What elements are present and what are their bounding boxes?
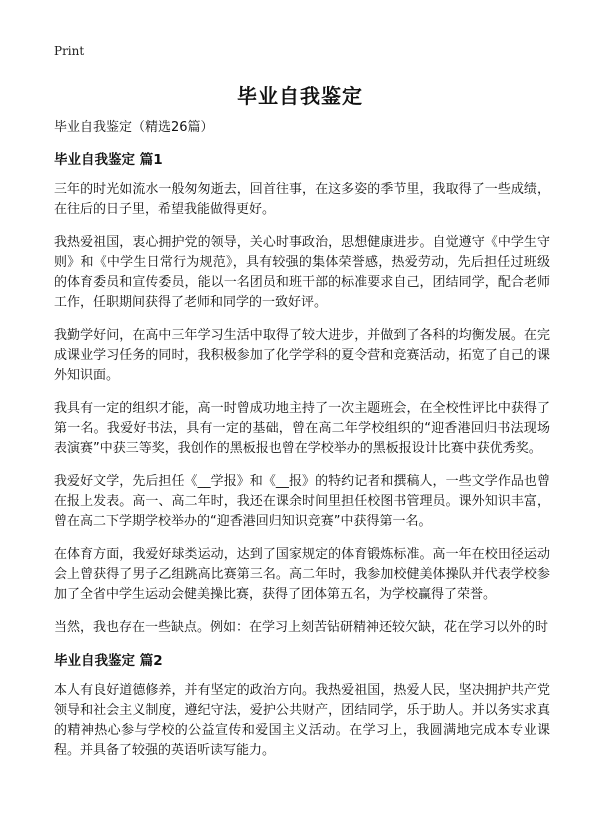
paragraph: 三年的时光如流水一般匆匆逝去，回首往事，在这多姿的季节里，我取得了一些成绩，在往后的日子里，希望我能做得更好。 <box>54 182 550 217</box>
paragraph: 我勤学好问，在高中三年学习生活中取得了较大进步，并做到了各科的均衡发展。在完成课业学习任务的同时，我积极参加了化学学科的夏令营和竞赛活动，拓宽了自己的课外知识面。 <box>54 328 550 383</box>
document-subtitle: 毕业自我鉴定（精选26篇） <box>54 120 214 135</box>
paragraph: 我具有一定的组织才能，高一时曾成功地主持了一次主题班会，在全校性评比中获得了第一名。我爱好书法，具有一定的基础，曾在高二年学校组织的“迎香港回归书法现场表演赛”中获三等奖，我创作的黑板报也曾在学校举办的黑板报设计比赛中获优秀奖。 <box>54 401 550 456</box>
paragraph: 我热爱祖国，衷心拥护党的领导，关心时事政治，思想健康进步。自觉遵守《中学生守则》和《中学生日常行为规范》，具有较强的集体荣誉感，热爱劳动，先后担任过班级的体育委员和宣传委员，能以一名团员和班干部的标准要求自己，团结同学，配合老师工作，任职期间获得了老师和同学的一致好评。 <box>54 235 550 310</box>
paragraph: 本人有良好道德修养，并有坚定的政治方向。我热爱祖国，热爱人民，坚决拥护共产党领导和社会主义制度，遵纪守法，爱护公共财产，团结同学，乐于助人。并以务实求真的精神热心参与学校的公益宣传和爱国主义活动。在学习上，我圆满地完成本专业课程。并具备了较强的英语听读写能力。 <box>54 683 550 758</box>
paragraph: 当然，我也存在一些缺点。例如：在学习上刻苦钻研精神还较欠缺，花在学习以外的时 <box>54 620 549 635</box>
section-1 <box>54 150 550 638</box>
paragraph: 我爱好文学，先后担任《__学报》和《__报》的特约记者和撰稿人，一些文学作品也曾在报上发表。高一、高二年时，我还在课余时间里担任校图书管理员。课外知识丰富，曾在高二下学期学校举办的“迎香港回归知识竞赛”中获得第一名。 <box>54 474 550 529</box>
paragraph: 在体育方面，我爱好球类运动，达到了国家规定的体育锻炼标准。高一年在校田径运动会上曾获得了男子乙组跳高比赛第三名。高二年时，我参加校健美体操队并代表学校参加了全省中学生运动会健美操比赛，获得了团体第五名，为学校赢得了荣誉。 <box>54 547 550 602</box>
document-body <box>54 118 550 774</box>
section-2 <box>54 651 550 761</box>
section-heading: 毕业自我鉴定 篇1 <box>54 152 163 168</box>
page-title: 毕业自我鉴定 <box>237 84 363 108</box>
section-heading: 毕业自我鉴定 篇2 <box>54 653 163 669</box>
print-link[interactable]: Print <box>54 44 85 58</box>
